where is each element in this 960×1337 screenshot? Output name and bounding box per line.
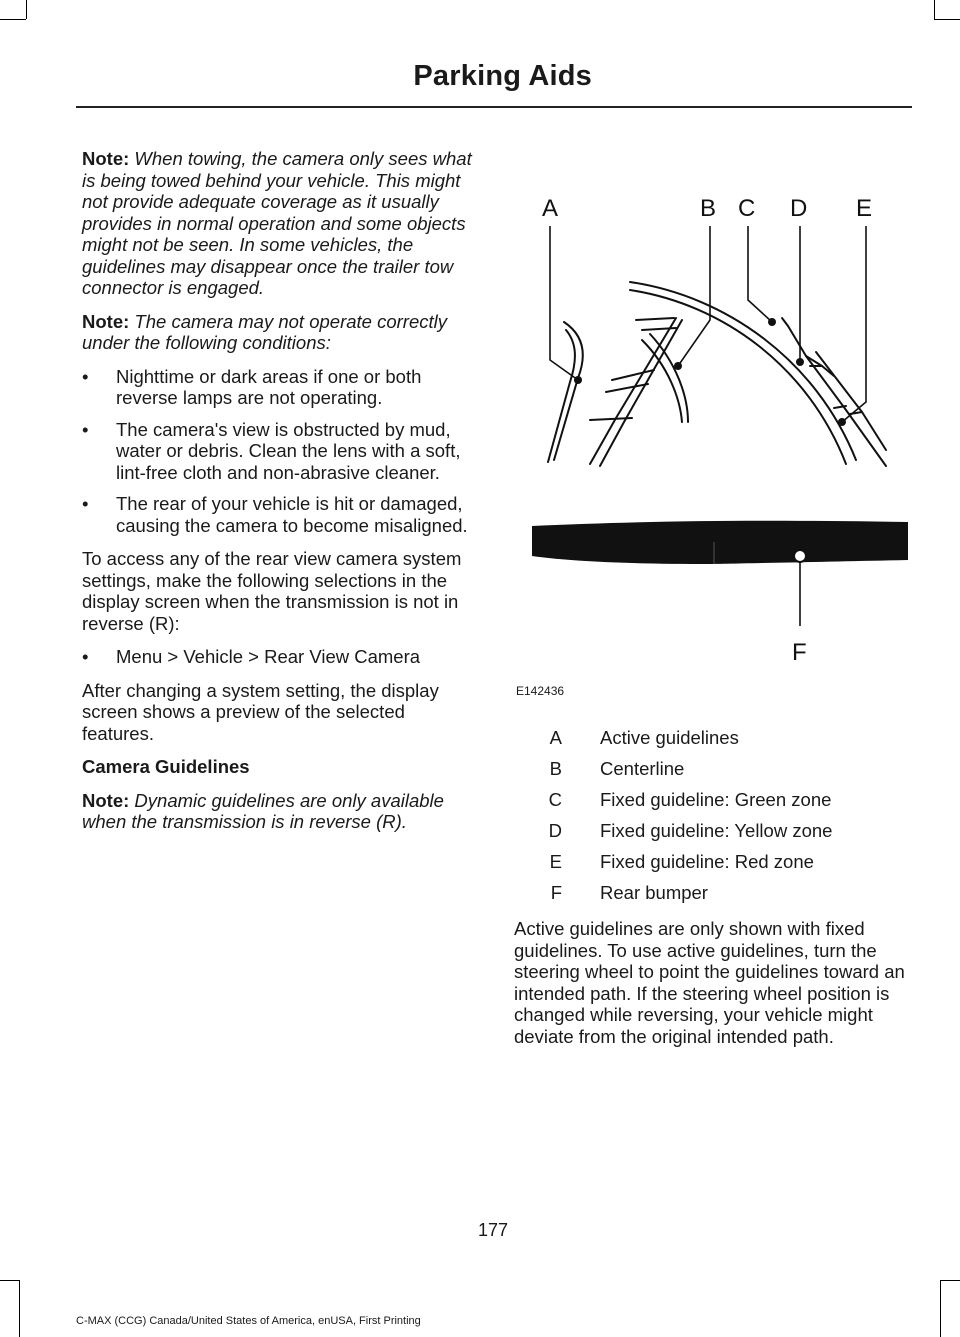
legend-key: B xyxy=(549,757,562,779)
legend-label: Fixed guideline: Red zone xyxy=(600,850,814,872)
legend-label: Fixed guideline: Yellow zone xyxy=(600,819,833,841)
left-column xyxy=(82,148,476,845)
note-label: Note: xyxy=(82,789,130,811)
legend-row xyxy=(516,815,916,846)
legend-key: A xyxy=(549,726,562,748)
active-guideline xyxy=(548,330,575,462)
legend-label: Rear bumper xyxy=(600,881,708,903)
crop-mark xyxy=(934,0,935,19)
active-guidelines-paragraph: Active guidelines are only shown with fixed guidelines. To use active guidelines, turn the steering wheel to point the guidelines toward an intended path. If the steering wheel position is changed while reversing, your vehicle might deviate from the original intended path. xyxy=(514,918,905,1047)
crop-mark xyxy=(934,19,960,20)
crop-mark xyxy=(26,0,27,19)
list-item: • The rear of your vehicle is hit or damaged, causing the camera to become misaligned. xyxy=(82,493,476,536)
legend-row xyxy=(516,846,916,877)
figure-letter-c: C xyxy=(738,195,756,222)
leader-line-c xyxy=(748,226,772,322)
after-paragraph: After changing a system setting, the display screen shows a preview of the selected features. xyxy=(82,679,439,744)
note-label: Note: xyxy=(82,148,130,169)
legend-row xyxy=(516,784,916,815)
legend-row xyxy=(516,722,916,753)
leader-line-b xyxy=(678,226,710,366)
access-paragraph: To access any of the rear view camera system settings, make the following selections in the display screen when the transmission is not in reverse (R): xyxy=(82,548,462,634)
figure-letter-b: B xyxy=(700,195,717,222)
camera-guidelines-figure xyxy=(516,170,912,704)
figure-letter-e: E xyxy=(856,195,873,222)
leader-dot xyxy=(838,418,846,426)
page-title: Parking Aids xyxy=(413,60,592,92)
note-text: When towing, the camera only sees what is being towed behind your vehicle. This might not provide adequate coverage as it usually provides in normal operation and some objects might not be seen. In some vehicles, the guidelines may disappear once the trailer tow connector is engaged. xyxy=(82,148,472,298)
fixed-guideline-left xyxy=(636,318,674,320)
legend-row xyxy=(516,877,916,908)
legend-label: Centerline xyxy=(600,757,685,779)
legend-key: E xyxy=(549,850,562,872)
list-item: • Menu > Vehicle > Rear View Camera xyxy=(82,646,476,668)
note-label: Note: xyxy=(82,310,130,332)
crop-mark xyxy=(940,1280,960,1281)
legend-key: D xyxy=(548,819,562,841)
legend-label: Active guidelines xyxy=(600,726,739,748)
figure-legend xyxy=(516,722,916,908)
crop-mark xyxy=(0,19,26,20)
list-item: • Nighttime or dark areas if one or both reverse lamps are not operating. xyxy=(82,366,476,409)
rear-bumper xyxy=(532,521,908,564)
fixed-guideline-left xyxy=(590,318,676,464)
figure-code: E142436 xyxy=(516,684,565,698)
fixed-guideline-left xyxy=(642,328,676,330)
header-divider xyxy=(76,106,912,108)
leader-dot xyxy=(768,318,776,326)
note-towing xyxy=(82,148,476,299)
menu-path-list xyxy=(82,646,476,668)
crop-mark xyxy=(940,1280,941,1337)
leader-dot xyxy=(674,362,682,370)
legend-key: C xyxy=(548,788,562,810)
figure-letter-d: D xyxy=(790,195,808,222)
note-conditions xyxy=(82,311,476,354)
note-text: Dynamic guidelines are only available when the transmission is in reverse (R). xyxy=(82,789,444,832)
list-item: • The camera's view is obstructed by mud, water or debris. Clean the lens with a soft, lint-free cloth and non-abrasive cleaner. xyxy=(82,419,476,484)
figure-letter-f: F xyxy=(792,639,807,666)
note-text: The camera may not operate correctly under the following conditions: xyxy=(82,310,447,353)
note-dynamic xyxy=(82,790,476,833)
page-number: 177 xyxy=(477,1220,509,1240)
leader-dot xyxy=(796,358,804,366)
section-heading: Camera Guidelines xyxy=(82,756,250,777)
legend-label: Fixed guideline: Green zone xyxy=(600,788,832,810)
outer-arc xyxy=(630,290,846,464)
fixed-guideline-left xyxy=(600,320,682,466)
legend-key: F xyxy=(550,881,562,903)
figure-letter-a: A xyxy=(542,195,559,222)
footer-text: C-MAX (CCG) Canada/United States of America, enUSA, First Printing xyxy=(76,1315,421,1327)
crop-mark xyxy=(0,1280,19,1281)
fixed-guideline-right xyxy=(816,352,886,450)
leader-dot xyxy=(574,376,582,384)
fixed-guideline-right xyxy=(782,318,834,376)
legend-row xyxy=(516,753,916,784)
conditions-list xyxy=(82,366,476,537)
outer-arc xyxy=(630,282,856,460)
bumper-dot xyxy=(794,550,806,562)
crop-mark xyxy=(19,1280,20,1337)
leader-line-e xyxy=(842,226,866,422)
